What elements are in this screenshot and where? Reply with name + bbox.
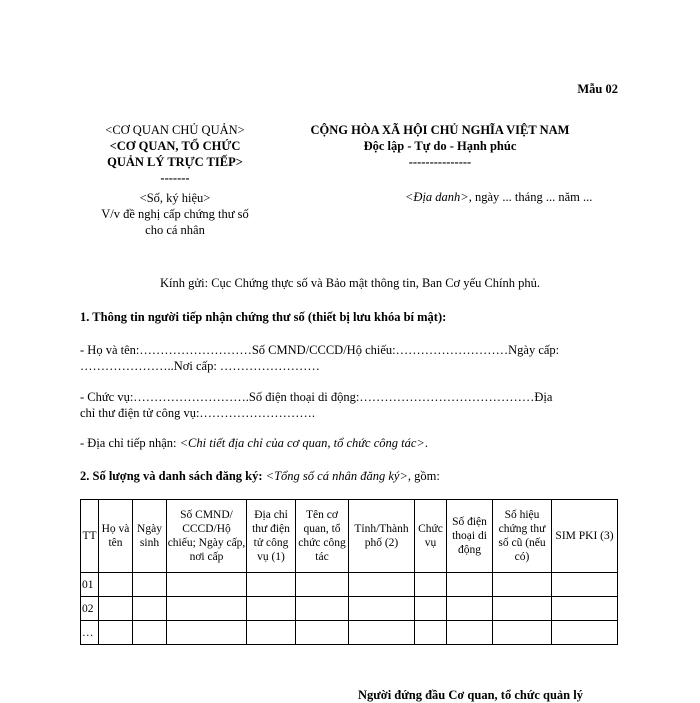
receiver-email-line: chỉ thư điện tử công vụ:………………………. xyxy=(80,406,316,420)
form-code: Mẫu 02 xyxy=(577,82,618,96)
nation-name: CỘNG HÒA XÃ HỘI CHỦ NGHĨA VIỆT NAM xyxy=(310,123,570,137)
table-row xyxy=(81,621,618,645)
section1-title: 1. Thông tin người tiếp nhận chứng thư số (thiết bị lưu khóa bí mật): xyxy=(80,310,447,324)
registration-table xyxy=(80,499,618,645)
receiver-identity-field xyxy=(80,342,620,374)
receiver-position-phone-line: - Chức vụ:……………………….Số điện thoại di động:……………………………………Địa xyxy=(80,390,553,404)
section2-title-suffix: , gồm: xyxy=(407,469,440,483)
table-cell[interactable] xyxy=(415,621,447,645)
doc-number: <Số, ký hiệu> xyxy=(139,191,211,205)
signer-title: Người đứng đầu Cơ quan, tổ chức quản lý xyxy=(358,688,583,702)
table-cell[interactable] xyxy=(493,621,552,645)
table-cell[interactable] xyxy=(296,597,349,621)
direct-agency-line1: <CƠ QUAN, TỔ CHỨC xyxy=(109,139,241,153)
col-header-full-name: Họ và tên xyxy=(99,500,133,573)
national-motto: Độc lập - Tự do - Hạnh phúc xyxy=(363,139,517,153)
row-index: 01 xyxy=(81,573,99,597)
table-cell[interactable] xyxy=(296,573,349,597)
table-cell[interactable] xyxy=(552,621,618,645)
table-cell[interactable] xyxy=(167,573,247,597)
table-cell[interactable] xyxy=(447,573,493,597)
section2-title xyxy=(80,469,440,484)
national-header xyxy=(290,122,590,170)
table-cell[interactable] xyxy=(167,597,247,621)
col-header-old-certificate: Số hiệu chứng thư số cũ (nếu có) xyxy=(493,500,552,573)
section2-title-bold: 2. Số lượng và danh sách đăng ký: xyxy=(80,469,266,483)
table-row xyxy=(81,573,618,597)
table-cell[interactable] xyxy=(493,597,552,621)
place-date xyxy=(405,190,592,205)
table-cell[interactable] xyxy=(552,597,618,621)
doc-subject-line1: V/v đề nghị cấp chứng thư số xyxy=(101,207,249,221)
col-header-index: TT xyxy=(81,500,99,573)
col-header-phone: Số điện thoại di động xyxy=(447,500,493,573)
row-index: 02 xyxy=(81,597,99,621)
table-cell[interactable] xyxy=(133,621,167,645)
receiver-address-field xyxy=(80,436,428,451)
direct-agency-line2: QUẢN LÝ TRỰC TIẾP> xyxy=(107,155,243,169)
total-count-placeholder: <Tổng số cá nhân đăng ký> xyxy=(265,469,408,483)
address-suffix: . xyxy=(424,436,428,450)
table-cell[interactable] xyxy=(447,597,493,621)
table-cell[interactable] xyxy=(296,621,349,645)
row-index: … xyxy=(81,621,99,645)
doc-subject-line2: cho cá nhân xyxy=(145,223,205,237)
table-cell[interactable] xyxy=(99,621,133,645)
table-cell[interactable] xyxy=(349,573,415,597)
col-header-province: Tỉnh/Thành phố (2) xyxy=(349,500,415,573)
table-row xyxy=(81,597,618,621)
agency-divider: ------- xyxy=(160,171,190,185)
col-header-email: Địa chỉ thư điện tử công vụ (1) xyxy=(247,500,296,573)
table-cell[interactable] xyxy=(552,573,618,597)
table-cell[interactable] xyxy=(133,597,167,621)
receiver-name-id-line: - Họ và tên:………………………Số CMND/CCCD/Hộ chiếu:………………………Ngày cấp: xyxy=(80,343,560,357)
table-cell[interactable] xyxy=(415,573,447,597)
table-header-row xyxy=(81,500,618,573)
address-label: - Địa chỉ tiếp nhận: xyxy=(80,436,180,450)
table-cell[interactable] xyxy=(99,597,133,621)
governing-agency: <CƠ QUAN CHỦ QUẢN> xyxy=(105,123,245,137)
table-cell[interactable] xyxy=(99,573,133,597)
agency-header xyxy=(80,122,270,186)
table-cell[interactable] xyxy=(133,573,167,597)
date-text: , ngày ... tháng ... năm ... xyxy=(468,190,593,204)
table-cell[interactable] xyxy=(447,621,493,645)
table-cell[interactable] xyxy=(349,621,415,645)
recipient-line: Kính gửi: Cục Chứng thực số và Bảo mật thông tin, Ban Cơ yếu Chính phủ. xyxy=(159,276,541,290)
col-header-organization: Tên cơ quan, tổ chức công tác xyxy=(296,500,349,573)
col-header-sim-pki: SIM PKI (3) xyxy=(552,500,618,573)
receiver-issue-place-line: …………………..Nơi cấp: …………………… xyxy=(80,359,320,373)
table-cell[interactable] xyxy=(167,621,247,645)
table-cell[interactable] xyxy=(247,621,296,645)
table-cell[interactable] xyxy=(349,597,415,621)
col-header-id-number: Số CMND/ CCCD/Hộ chiếu; Ngày cấp, nơi cấp xyxy=(167,500,247,573)
table-cell[interactable] xyxy=(247,597,296,621)
table-cell[interactable] xyxy=(493,573,552,597)
motto-divider: --------------- xyxy=(408,155,472,169)
col-header-position: Chức vụ xyxy=(415,500,447,573)
address-placeholder: <Chi tiết địa chỉ của cơ quan, tổ chức công tác> xyxy=(179,436,425,450)
receiver-contact-field xyxy=(80,389,620,421)
col-header-birth-date: Ngày sinh xyxy=(133,500,167,573)
document-reference xyxy=(80,190,270,238)
place-placeholder: <Địa danh> xyxy=(405,190,469,204)
table-cell[interactable] xyxy=(247,573,296,597)
table-cell[interactable] xyxy=(415,597,447,621)
